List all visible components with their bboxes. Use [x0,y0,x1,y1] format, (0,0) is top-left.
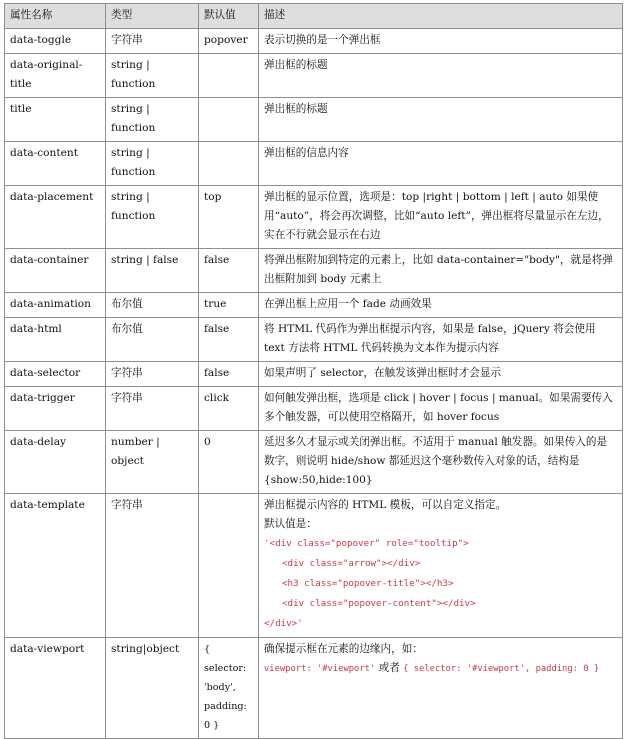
attribute-name: data-toggle [5,29,106,54]
viewport-or-text: 或者 [375,662,404,674]
table-row [5,142,623,186]
table-row [5,249,623,293]
attribute-name: title [5,98,106,142]
header-description: 描述 [259,4,623,29]
attribute-type: 字符串 [106,29,199,54]
attribute-type: string | function [106,186,199,249]
attribute-name: data-selector [5,362,106,387]
table-row [5,318,623,362]
table-row [5,186,623,249]
attribute-description: 弹出框的标题 [259,98,623,142]
table-row [5,362,623,387]
table-row-data-template [5,494,623,638]
attribute-default: false [199,249,259,293]
attribute-description: 将 HTML 代码作为弹出框提示内容，如果是 false，jQuery 将会使用 text 方法将 HTML 代码转换为文本作为提示内容 [259,318,623,362]
template-code-line: '<div class="popover" role="tooltip"> [264,538,469,549]
attribute-name: data-placement [5,186,106,249]
attribute-default: popover [199,29,259,54]
table-row [5,431,623,494]
template-code-line: <h3 class="popover-title"></h3> [282,578,454,589]
attribute-description: 如果声明了 selector，在触发该弹出框时才会显示 [259,362,623,387]
attribute-name: data-delay [5,431,106,494]
attribute-name: data-content [5,142,106,186]
attribute-description [259,494,623,638]
attribute-description: 表示切换的是一个弹出框 [259,29,623,54]
attribute-name: data-template [5,494,106,638]
attribute-type: string | function [106,98,199,142]
attribute-default: top [199,186,259,249]
attribute-default: true [199,293,259,318]
table-row [5,29,623,54]
table-row-data-viewport [5,638,623,739]
table-body [5,29,623,739]
attribute-description: 在弹出框上应用一个 fade 动画效果 [259,293,623,318]
header-type: 类型 [106,4,199,29]
attribute-name: data-viewport [5,638,106,739]
attribute-type: 布尔值 [106,293,199,318]
attribute-name: data-container [5,249,106,293]
attribute-name: data-trigger [5,387,106,431]
attribute-description: 延迟多久才显示或关闭弹出框。不适用于 manual 触发器。如果传入的是数字，则说明 hide/show 都延迟这个毫秒数传入对象的话，结构是 {show:50,hide:100} [259,431,623,494]
attribute-name: data-animation [5,293,106,318]
header-default: 默认值 [199,4,259,29]
template-code-line: <div class="popover-content"></div> [282,598,476,609]
attribute-description: 弹出框的信息内容 [259,142,623,186]
viewport-code-b: { selector: '#viewport', padding: 0 } [403,664,600,674]
attribute-default: false [199,318,259,362]
attribute-description: 弹出框的标题 [259,54,623,98]
attribute-default: false [199,362,259,387]
table-header-row [5,4,623,29]
attributes-table [4,3,623,739]
attribute-default [199,98,259,142]
attribute-type: 字符串 [106,494,199,638]
table-row [5,98,623,142]
attribute-description: 将弹出框附加到特定的元素上，比如 data-container="body"，就是将弹出框附加到 body 元素上 [259,249,623,293]
table-row [5,293,623,318]
attribute-name: data-html [5,318,106,362]
template-code-line: </div>' [264,618,303,629]
attribute-description: 如何触发弹出框，选项是 click | hover | focus | manual。如果需要传入多个触发器，可以使用空格隔开，如 hover focus [259,387,623,431]
viewport-description: 确保提示框在元素的边缘内，如： [264,643,423,655]
attribute-type: string|object [106,638,199,739]
attribute-default [199,54,259,98]
attribute-description [259,638,623,739]
attribute-type: string | false [106,249,199,293]
template-default-label: 默认值是： [264,518,317,530]
viewport-code-a: viewport: '#viewport' [264,664,376,674]
attribute-default: 0 [199,431,259,494]
attribute-type: 字符串 [106,387,199,431]
attribute-type: number | object [106,431,199,494]
attribute-description: 弹出框的显示位置，选项是：top |right | bottom | left | auto 如果使用“auto”，将会再次调整，比如“auto left”，弹出框将尽量显示在左边，实在不行就会显示在右边 [259,186,623,249]
table-row [5,54,623,98]
header-name: 属性名称 [5,4,106,29]
attribute-name: data-original-title [5,54,106,98]
attribute-default [199,142,259,186]
attribute-type: 布尔值 [106,318,199,362]
attribute-default [199,494,259,638]
attribute-type: string | function [106,54,199,98]
template-code-line: <div class="arrow"></div> [282,558,421,569]
attribute-type: string | function [106,142,199,186]
attribute-type: 字符串 [106,362,199,387]
attribute-default: click [199,387,259,431]
template-description: 弹出框提示内容的 HTML 模板，可以自定义指定。 [264,499,507,511]
table-row [5,387,623,431]
attribute-default: { selector: 'body', padding: 0 } [199,638,259,739]
